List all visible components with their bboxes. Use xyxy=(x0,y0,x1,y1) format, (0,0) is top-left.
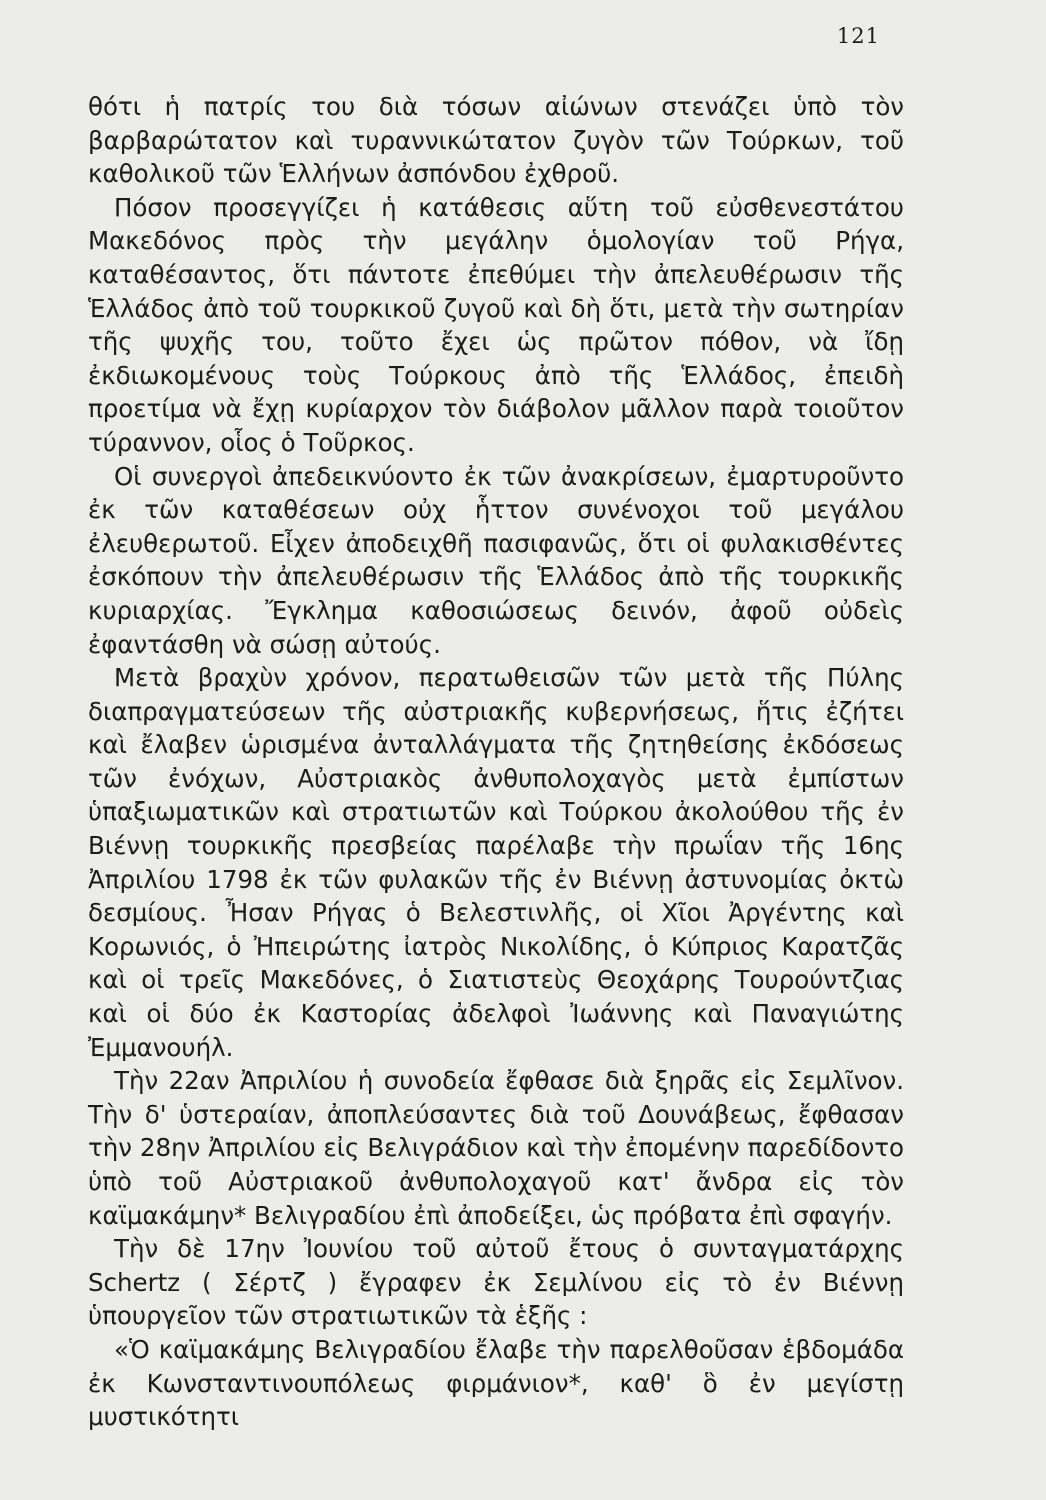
paragraph-6: Τὴν δὲ 17ην Ἰουνίου τοῦ αὐτοῦ ἔτους ὁ συνταγματάρχης Schertz ( Σέρτζ ) ἔγραφεν ἐκ Σεμλίνου εἰς τὸ ἐν Βιέννῃ ὑπουργεῖον τῶν στρατιωτικῶν τὰ ἑξῆς : xyxy=(88,1234,904,1331)
paragraph-1: θότι ἡ πατρίς του διὰ τόσων αἰώνων στενάζει ὑπὸ τὸν βαρβαρώτατον καὶ τυραννικώτατον ζυγὸν τῶν Τούρκων, τοῦ καθολικοῦ τῶν Ἑλλήνων ἀσπόνδου ἐχθροῦ. xyxy=(88,92,904,189)
body-text xyxy=(88,90,904,1434)
paragraph-3: Οἱ συνεργοὶ ἀπεδεικνύοντο ἐκ τῶν ἀνακρίσεων, ἐμαρτυροῦντο ἐκ τῶν καταθέσεων οὐχ ἧττον συνένοχοι τοῦ μεγάλου ἐλευθερωτοῦ. Εἶχεν ἀποδειχθῆ πασιφανῶς, ὅτι οἱ φυλακισθέντες ἐσκόπουν τὴν ἀπελευθέρωσιν τῆς Ἑλλάδος ἀπὸ τῆς τουρκικῆς κυριαρχίας. Ἔγκλημα καθοσιώσεως δεινόν, ἀφοῦ οὐδεὶς ἐφαντάσθη νὰ σώσῃ αὐτούς. xyxy=(88,461,904,659)
page-number: 121 xyxy=(836,24,880,48)
paragraph-2: Πόσον προσεγγίζει ἡ κατάθεσις αὕτη τοῦ εὐσθενεστάτου Μακεδόνος πρὸς τὴν μεγάλην ὁμολογίαν τοῦ Ρήγα, καταθέσαντος, ὅτι πάντοτε ἐπεθύμει τὴν ἀπελευθέρωσιν τῆς Ἑλλάδος ἀπὸ τοῦ τουρκικοῦ ζυγοῦ καὶ δὴ ὅτι, μετὰ τὴν σωτηρίαν τῆς ψυχῆς του, τοῦτο ἔχει ὡς πρῶτον πόθον, νὰ ἴδῃ ἐκδιωκομένους τοὺς Τούρκους ἀπὸ τῆς Ἑλλάδος, ἐπειδὴ προετίμα νὰ ἔχῃ κυρίαρχον τὸν διάβολον μᾶλλον παρὰ τοιοῦτον τύραννον, οἷος ὁ Τοῦρκος. xyxy=(88,192,904,457)
paragraph-5: Τὴν 22αν Ἀπριλίου ἡ συνοδεία ἔφθασε διὰ ξηρᾶς εἰς Σεμλῖνον. Τὴν δ' ὑστεραίαν, ἀποπλεύσαντες διὰ τοῦ Δουνάβεως, ἔφθασαν τὴν 28ην Ἀπριλίου εἰς Βελιγράδιον καὶ τὴν ἐπομένην παρεδίδοντο ὑπὸ τοῦ Αὐστριακοῦ ἀνθυπολοχαγοῦ κατ' ἄνδρα εἰς τὸν καϊμακάμην* Βελιγραδίου ἐπὶ ἀποδείξει, ὡς πρόβατα ἐπὶ σφαγήν. xyxy=(88,1066,904,1230)
paragraph-7-quote: «Ὁ καϊμακάμης Βελιγραδίου ἔλαβε τὴν παρελθοῦσαν ἑβδομάδα ἐκ Κωνσταντινουπόλεως φιρμάνιον*, καθ' ὃ ἐν μεγίστῃ μυστικότητι xyxy=(88,1334,904,1432)
paragraph-4: Μετὰ βραχὺν χρόνον, περατωθεισῶν τῶν μετὰ τῆς Πύλης διαπραγματεύσεων τῆς αὐστριακῆς κυβερνήσεως, ἥτις ἐζήτει καὶ ἔλαβεν ὡρισμένα ἀνταλλάγματα τῆς ζητηθείσης ἐκδόσεως τῶν ἐνόχων, Αὐστριακὸς ἀνθυπολοχαγὸς μετὰ ἐμπίστων ὑπαξιωματικῶν καὶ στρατιωτῶν καὶ Τούρκου ἀκολούθου τῆς ἐν Βιέννῃ τουρκικῆς πρεσβείας παρέλαβε τὴν πρωΐαν τῆς 16ης Ἀπριλίου 1798 ἐκ τῶν φυλακῶν τῆς ἐν Βιέννῃ ἀστυνομίας ὀκτὼ δεσμίους. Ἦσαν Ρήγας ὁ Βελεστινλῆς, οἱ Χῖοι Ἀργέντης καὶ Κορωνιός, ὁ Ἠπειρώτης ἰατρὸς Νικολίδης, ὁ Κύπριος Καρατζᾶς καὶ οἱ τρεῖς Μακεδόνες, ὁ Σιατιστεὺς Θεοχάρης Τουρούντζιας καὶ οἱ δύο ἐκ Καστορίας ἀδελφοὶ Ἰωάννης καὶ Παναγιώτης Ἐμμανουήλ. xyxy=(88,663,904,1062)
